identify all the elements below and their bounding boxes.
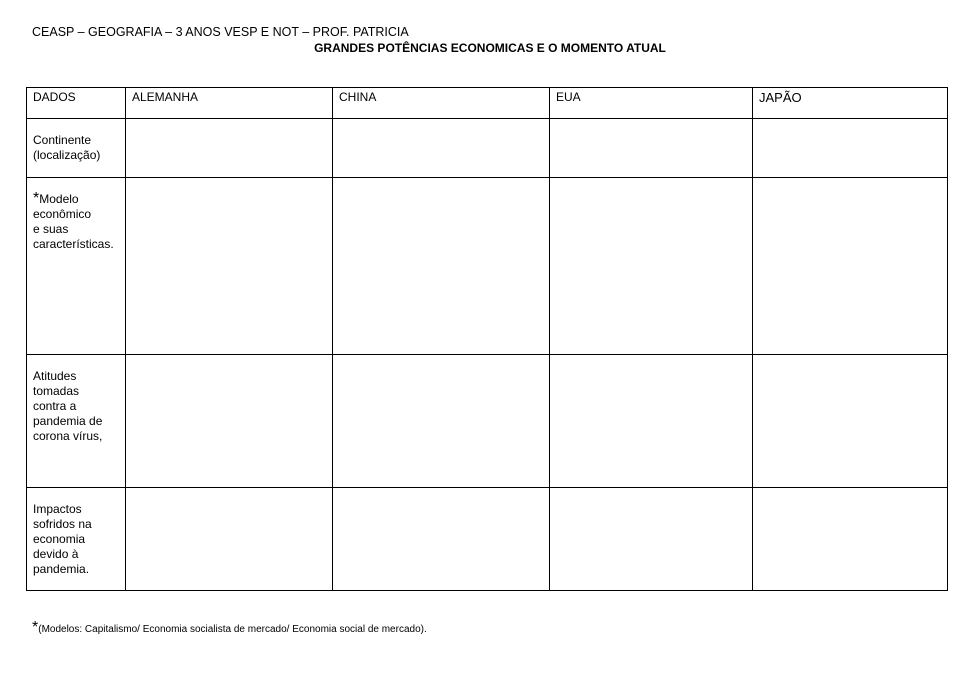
row-label-atitudes [27,355,126,488]
footnote [32,619,427,636]
row-label-impactos [27,488,126,591]
label-line: sofridos na [33,517,92,531]
cell-eua-atitudes[interactable] [550,355,753,488]
asterisk-mark: * [33,190,40,207]
label-line: econômico [33,207,92,221]
table-row-modelo [27,178,948,355]
label-line: contra a [33,399,77,413]
label-line: (localização) [33,148,101,162]
cell-japao-impactos[interactable] [753,488,948,591]
cell-china-impactos[interactable] [333,488,550,591]
label-line: Continente [33,133,92,147]
label-line: corona vírus, [33,429,103,443]
cell-china-modelo[interactable] [333,178,550,355]
label-line: Atitudes [33,369,77,383]
footnote-asterisk: * [32,619,39,636]
header-cell-china: CHINA [333,88,550,119]
cell-china-atitudes[interactable] [333,355,550,488]
cell-japao-continente[interactable] [753,119,948,178]
label-line: características. [33,237,114,251]
table-row-impactos [27,488,948,591]
document-title: GRANDES POTÊNCIAS ECONOMICAS E O MOMENTO ATUAL [314,41,666,55]
label-line: economia [33,532,86,546]
header-cell-japao: JAPÃO [753,88,948,119]
cell-japao-modelo[interactable] [753,178,948,355]
label-line: devido à [33,547,79,561]
cell-eua-modelo[interactable] [550,178,753,355]
cell-alemanha-modelo[interactable] [126,178,333,355]
cell-alemanha-continente[interactable] [126,119,333,178]
footnote-text: (Modelos: Capitalismo/ Economia socialista de mercado/ Economia social de mercado). [38,624,427,635]
table-row-continente [27,119,948,178]
row-label-continente [27,119,126,178]
label-line: Modelo [39,192,79,206]
comparison-table [26,87,948,591]
cell-eua-impactos[interactable] [550,488,753,591]
label-line: e suas [33,222,69,236]
header-cell-eua: EUA [550,88,753,119]
label-line: Impactos [33,502,82,516]
document-header: CEASP – GEOGRAFIA – 3 ANOS VESP E NOT – PROF. PATRICIA [32,25,409,39]
table-header-row [27,88,948,119]
label-line: pandemia de [33,414,103,428]
cell-alemanha-impactos[interactable] [126,488,333,591]
cell-alemanha-atitudes[interactable] [126,355,333,488]
cell-china-continente[interactable] [333,119,550,178]
table-row-atitudes [27,355,948,488]
header-cell-alemanha: ALEMANHA [126,88,333,119]
cell-japao-atitudes[interactable] [753,355,948,488]
cell-eua-continente[interactable] [550,119,753,178]
label-line: pandemia. [33,562,90,576]
label-line: tomadas [33,384,80,398]
header-cell-dados: DADOS [27,88,126,119]
row-label-modelo [27,178,126,355]
